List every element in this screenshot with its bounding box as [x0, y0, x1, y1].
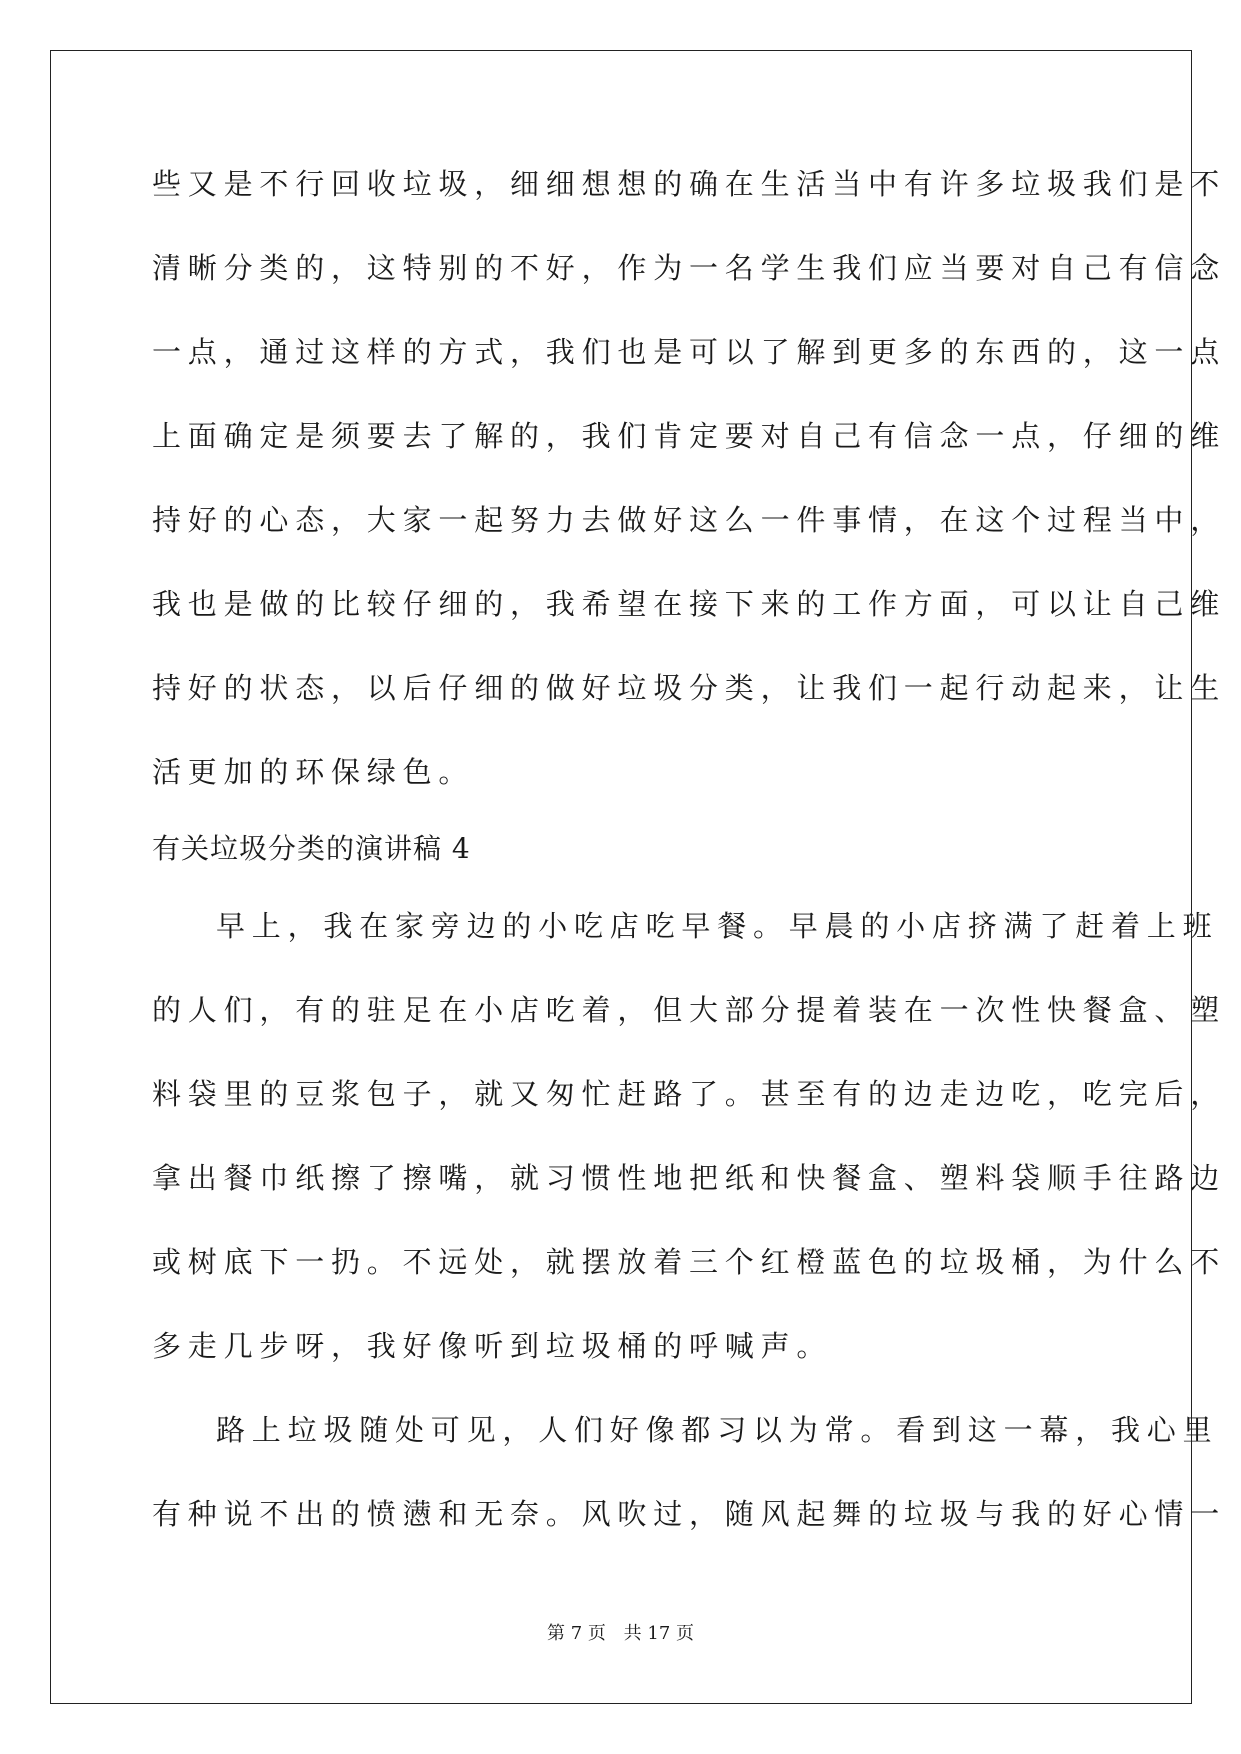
- text-line: 持好的心态，大家一起努力去做好这么一件事情，在这个过程当中，: [152, 503, 1227, 537]
- text-line: 活更加的环保绿色。: [152, 755, 475, 789]
- text-line: 多走几步呀，我好像听到垃圾桶的呼喊声。: [152, 1329, 833, 1363]
- text-line: 早上，我在家旁边的小吃店吃早餐。早晨的小店挤满了赶着上班: [216, 909, 1219, 943]
- page-total: 共 17 页: [623, 1623, 694, 1644]
- document-body: [152, 142, 1227, 1556]
- text-line: 的人们，有的驻足在小店吃着，但大部分提着装在一次性快餐盒、塑: [152, 993, 1227, 1027]
- paragraph-1: [152, 142, 1227, 814]
- text-line: 有种说不出的愤懑和无奈。风吹过，随风起舞的垃圾与我的好心情一: [152, 1497, 1227, 1531]
- text-line: 上面确定是须要去了解的，我们肯定要对自己有信念一点，仔细的维: [152, 419, 1227, 453]
- page-number: 第 7 页: [547, 1623, 606, 1644]
- text-line: 持好的状态，以后仔细的做好垃圾分类，让我们一起行动起来，让生: [152, 671, 1227, 705]
- page-footer: [0, 1622, 1241, 1646]
- text-line: 些又是不行回收垃圾，细细想想的确在生活当中有许多垃圾我们是不: [152, 167, 1227, 201]
- text-line: 我也是做的比较仔细的，我希望在接下来的工作方面，可以让自己维: [152, 587, 1227, 621]
- text-line: 料袋里的豆浆包子，就又匆忙赶路了。甚至有的边走边吃，吃完后，: [152, 1077, 1227, 1111]
- paragraph-2: [152, 884, 1227, 1388]
- paragraph-3: [152, 1388, 1227, 1556]
- text-line: 清晰分类的，这特别的不好，作为一名学生我们应当要对自己有信念: [152, 251, 1227, 285]
- section-heading: 有关垃圾分类的演讲稿 4: [152, 832, 471, 865]
- text-line: 路上垃圾随处可见，人们好像都习以为常。看到这一幕，我心里: [216, 1413, 1219, 1447]
- text-line: 或树底下一扔。不远处，就摆放着三个红橙蓝色的垃圾桶，为什么不: [152, 1245, 1227, 1279]
- text-line: 一点，通过这样的方式，我们也是可以了解到更多的东西的，这一点: [152, 335, 1227, 369]
- text-line: 拿出餐巾纸擦了擦嘴，就习惯性地把纸和快餐盒、塑料袋顺手往路边: [152, 1161, 1227, 1195]
